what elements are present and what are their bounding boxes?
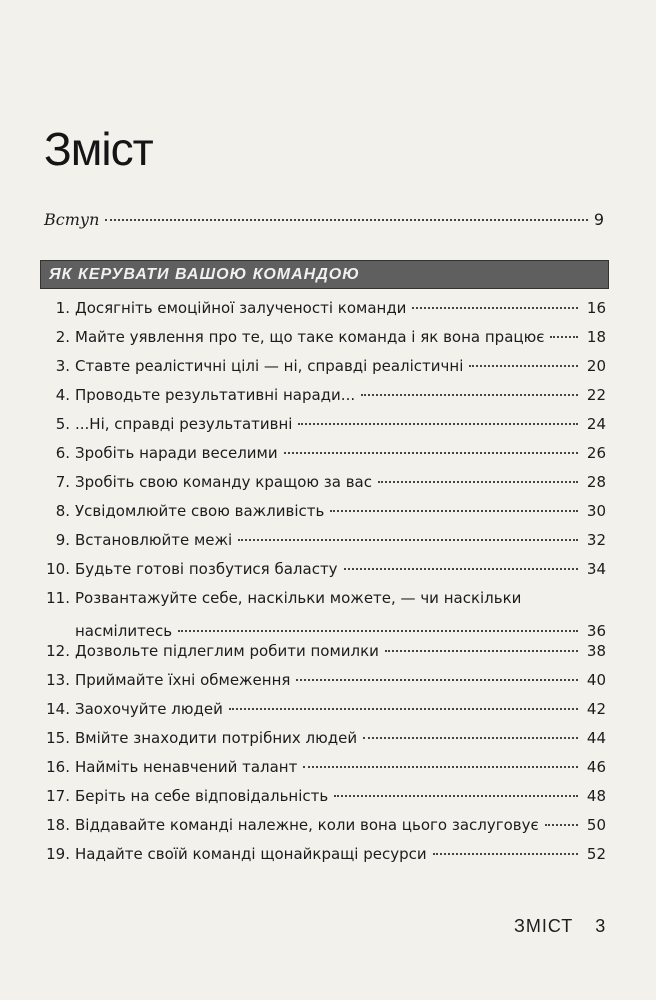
dot-leader: [330, 510, 578, 512]
entry-title: Беріть на себе відповідальність: [75, 787, 329, 805]
toc-entry[interactable]: [40, 699, 606, 719]
entry-page-number: 48: [586, 787, 606, 805]
dot-leader: [550, 336, 578, 338]
entry-title: Встановлюйте межі: [75, 531, 233, 549]
dot-leader: [363, 737, 578, 739]
dot-leader: [238, 539, 578, 541]
dot-leader: [105, 219, 587, 221]
entry-title: Найміть ненавчений талант: [75, 758, 298, 776]
entry-number: 15.: [46, 729, 70, 747]
dot-leader: [284, 452, 578, 454]
dot-leader: [378, 481, 578, 483]
entry-title: Досягніть емоційної залученості команди: [75, 299, 407, 317]
entry-title: Розвантажуйте себе, наскільки можете, — чи наскільки: [75, 589, 522, 607]
toc-entry[interactable]: [40, 844, 606, 864]
toc-entry[interactable]: [40, 641, 606, 661]
entry-title: Зробіть наради веселими: [75, 444, 278, 462]
toc-entry[interactable]: [40, 385, 606, 405]
entry-title-continued: насмілитесь: [75, 622, 173, 640]
dot-leader: [334, 795, 578, 797]
toc-entry[interactable]: [40, 414, 606, 434]
entry-number: 10.: [46, 560, 70, 578]
entry-number: 5.: [55, 415, 70, 433]
toc-entry[interactable]: [40, 472, 606, 492]
entry-number: 2.: [55, 328, 70, 346]
dot-leader: [296, 679, 578, 681]
entry-title: Ставте реалістичні цілі — ні, справді реалістичні: [75, 357, 464, 375]
dot-leader: [361, 394, 578, 396]
dot-leader: [298, 423, 578, 425]
toc-entry[interactable]: [40, 670, 606, 690]
entry-number: 13.: [46, 671, 70, 689]
entry-number: 4.: [55, 386, 70, 404]
section-header: [40, 260, 609, 289]
page-title: Зміст: [44, 123, 153, 175]
entry-page-number: 24: [586, 415, 606, 433]
entry-title: Дозвольте підлеглим робити помилки: [75, 642, 379, 660]
toc-entry[interactable]: [40, 327, 606, 347]
dot-leader: [469, 365, 578, 367]
entry-title: Зробіть свою команду кращою за вас: [75, 473, 372, 491]
entry-title: Будьте готові позбутися баласту: [75, 560, 338, 578]
entry-number: 6.: [55, 444, 70, 462]
entry-page-number: 46: [586, 758, 606, 776]
entry-page-number: 18: [586, 328, 606, 346]
entry-page-number: 20: [586, 357, 606, 375]
toc-entry[interactable]: [40, 559, 606, 579]
dot-leader: [545, 824, 578, 826]
entry-title: Приймайте їхні обмеження: [75, 671, 291, 689]
entry-page-number: 52: [586, 845, 606, 863]
toc-entry[interactable]: [40, 728, 606, 748]
entry-page-number: 28: [586, 473, 606, 491]
footer-page-number: 3: [595, 916, 606, 936]
entry-number: 9.: [55, 531, 70, 549]
entry-page-number: 36: [586, 622, 606, 640]
entry-title: Вмійте знаходити потрібних людей: [75, 729, 358, 747]
dot-leader: [303, 766, 578, 768]
entry-page-number: 34: [586, 560, 606, 578]
entry-title: Проводьте результативні наради...: [75, 386, 356, 404]
entry-title: Віддавайте команді належне, коли вона цього заслуговує: [75, 816, 539, 834]
intro-label: Вступ: [44, 210, 100, 229]
entry-title: Майте уявлення про те, що таке команда і як вона працює: [75, 328, 545, 346]
dot-leader: [229, 708, 578, 710]
dot-leader: [344, 568, 578, 570]
entry-number: 7.: [55, 473, 70, 491]
toc-entry[interactable]: [40, 815, 606, 835]
entry-page-number: 44: [586, 729, 606, 747]
toc-entry[interactable]: [40, 501, 606, 521]
entry-page-number: 32: [586, 531, 606, 549]
entry-page-number: 16: [586, 299, 606, 317]
entry-page-number: 50: [586, 816, 606, 834]
entry-number: 1.: [55, 299, 70, 317]
dot-leader: [385, 650, 578, 652]
entry-number: 16.: [46, 758, 70, 776]
footer-title: ЗМІСТ: [514, 916, 574, 936]
page-footer: [514, 916, 605, 937]
toc-entry[interactable]: [40, 757, 606, 777]
entry-page-number: 38: [586, 642, 606, 660]
entry-title: ...Ні, справді результативні: [75, 415, 293, 433]
entry-title: Усвідомлюйте свою важливість: [75, 502, 325, 520]
entry-page-number: 26: [586, 444, 606, 462]
entry-page-number: 42: [586, 700, 606, 718]
toc-entry[interactable]: [40, 298, 606, 318]
entry-number: 19.: [46, 845, 70, 863]
entry-page-number: 30: [586, 502, 606, 520]
dot-leader: [412, 307, 578, 309]
toc-entry[interactable]: [40, 530, 606, 550]
toc-entry[interactable]: [40, 356, 606, 376]
entry-number: 12.: [46, 642, 70, 660]
entry-page-number: 40: [586, 671, 606, 689]
entry-number: 11.: [46, 589, 70, 607]
entry-number: 17.: [46, 787, 70, 805]
entry-number: 3.: [55, 357, 70, 375]
intro-page-number: 9: [593, 210, 604, 229]
entry-title: Заохочуйте людей: [75, 700, 223, 718]
entry-page-number: 22: [586, 386, 606, 404]
entry-number: 8.: [55, 502, 70, 520]
toc-entry[interactable]: [40, 786, 606, 806]
toc-intro-entry[interactable]: [44, 210, 604, 229]
entry-number: 14.: [46, 700, 70, 718]
entry-number: 18.: [46, 816, 70, 834]
dot-leader: [178, 630, 578, 632]
entry-title: Надайте своїй команді щонайкращі ресурси: [75, 845, 427, 863]
toc-entry[interactable]: [40, 588, 606, 641]
toc-entry[interactable]: [40, 443, 606, 463]
section-title: ЯК КЕРУВАТИ ВАШОЮ КОМАНДОЮ: [49, 265, 360, 283]
dot-leader: [433, 853, 578, 855]
